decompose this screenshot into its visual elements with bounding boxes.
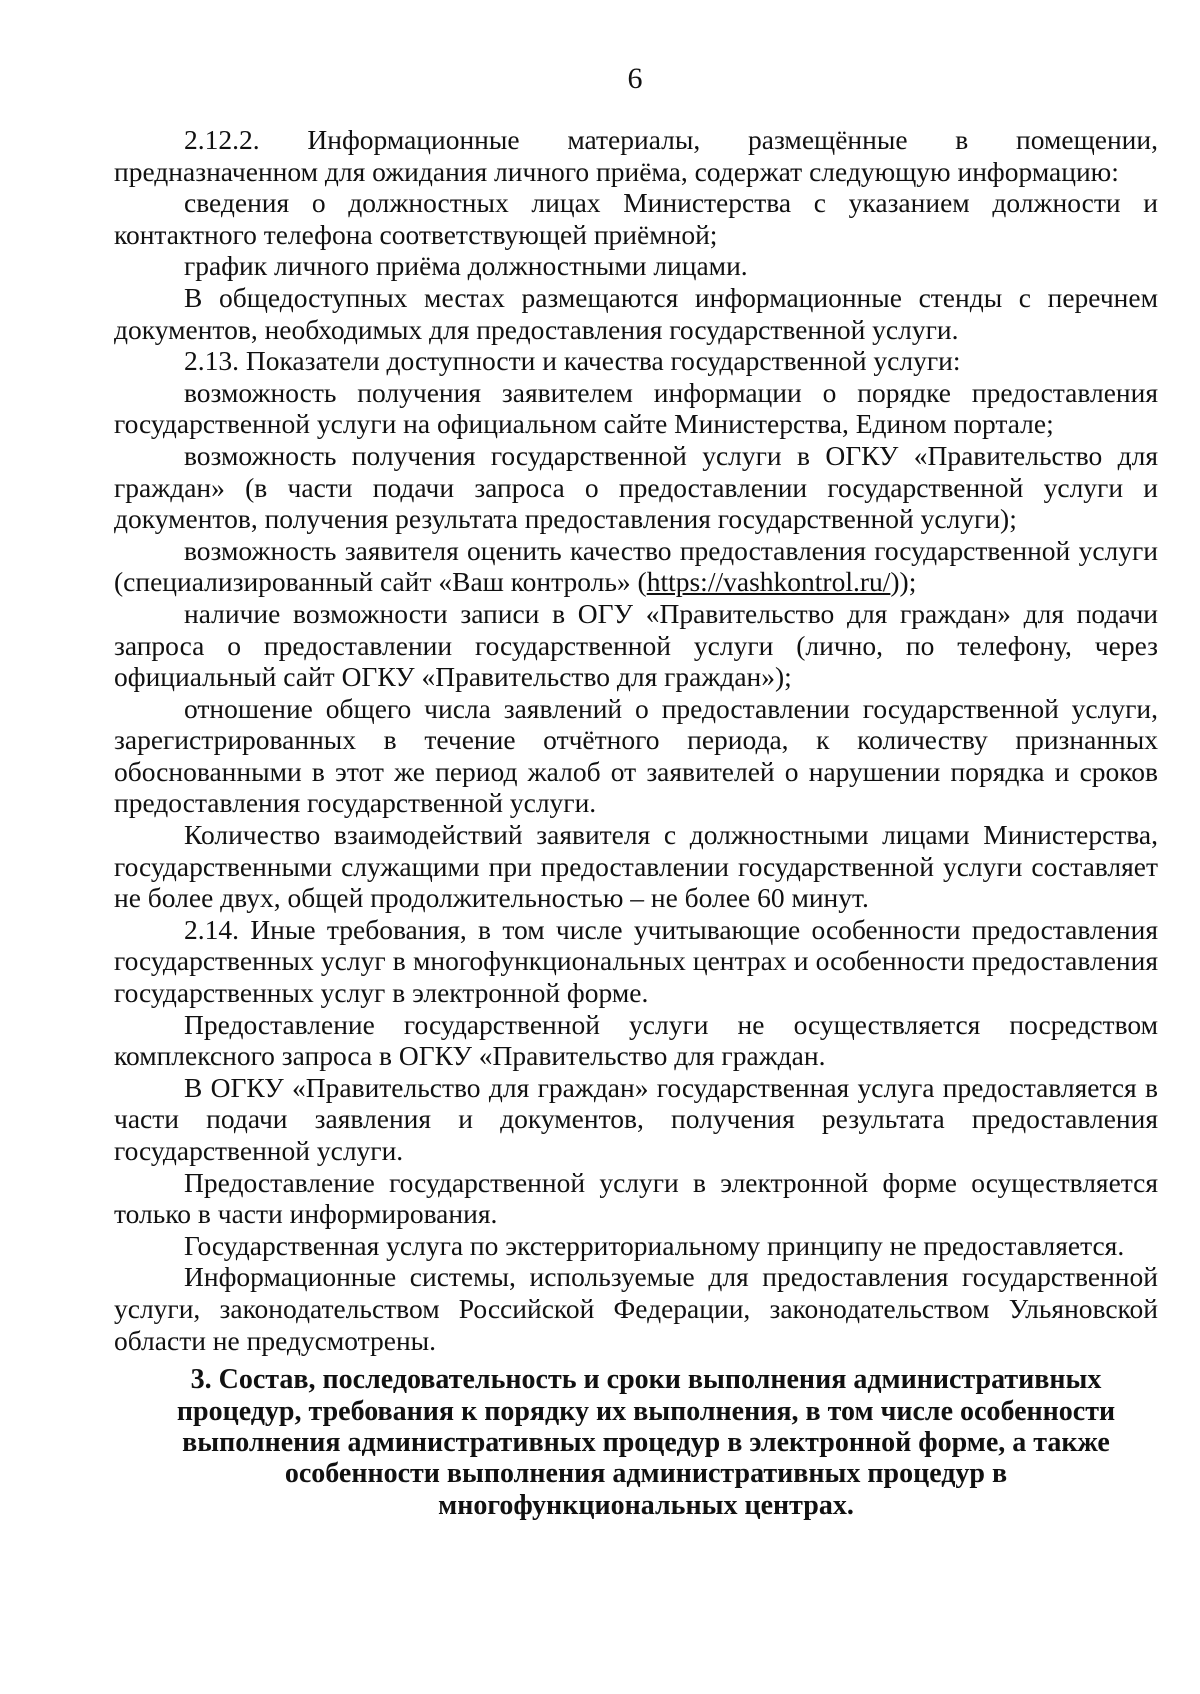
vashkontrol-link[interactable]: https://vashkontrol.ru/	[646, 566, 891, 598]
paragraph-extraterritorial: Государственная услуга по экстерриториальному принципу не предоставляется.	[184, 1229, 1125, 1261]
section-3-heading: 3. Состав, последовательность и сроки выполнения административных процедур, требования к порядку их выполнения, в том числе особенности выполнения административных процедур в электронной форме, а также особенности выполнения административных процедур в многофункциональных центрах.	[176, 1364, 1116, 1521]
paragraph-information-systems: Информационные системы, используемые для предоставления государственной услуги, законодательством Российской Федерации, законодательством Ульяновской области не предусмотрены.	[114, 1261, 1158, 1356]
paragraph-2-12-2: 2.12.2. Информационные материалы, размещённые в помещении, предназначенном для ожидания личного приёма, содержат следующую информацию:	[114, 124, 1158, 187]
quality-text-before: возможность заявителя оценить качество предоставления государственной услуги (специализированный сайт «Ваш контроль» (	[114, 534, 1158, 598]
paragraph-interactions: Количество взаимодействий заявителя с должностными лицами Министерства, государственными служащими при предоставлении государственной услуги составляет не более двух, общей продолжительностью – не более 60 минут.	[114, 819, 1158, 914]
paragraph-electronic-form: Предоставление государственной услуги в электронной форме осуществляется только в части информирования.	[114, 1166, 1158, 1230]
paragraph-ogku-service: возможность получения государственной услуги в ОГКУ «Правительство для граждан» (в части подачи запроса о предоставлении государственной услуги и документов, получения результата предоставления государственной услуги);	[114, 439, 1158, 535]
paragraph-complex-request: Предоставление государственной услуги не осуществляется посредством комплексного запроса в ОГКУ «Правительство для граждан.	[114, 1008, 1158, 1072]
paragraph-info-availability: возможность получения заявителем информации о порядке предоставления государственной услуги на официальном сайте Министерства, Едином портале;	[114, 376, 1158, 440]
paragraph-officials-info: сведения о должностных лицах Министерства с указанием должности и контактного телефона соответствующей приёмной;	[114, 187, 1158, 250]
quality-text-after: ));	[890, 566, 917, 598]
page-number: 6	[627, 62, 643, 95]
paragraph-info-stands: В общедоступных местах размещаются информационные стенды с перечнем документов, необходимых для предоставления государственной услуги.	[114, 281, 1158, 345]
paragraph-quality-evaluation	[114, 535, 1158, 598]
paragraph-complaints-ratio: отношение общего числа заявлений о предоставлении государственной услуги, зарегистрированных в течение отчётного периода, к количеству признанных обоснованными в этот же период жалоб от заявителей о нарушении порядка и сроков предоставления государственной услуги.	[114, 692, 1158, 819]
paragraph-appointment: наличие возможности записи в ОГУ «Правительство для граждан» для подачи запроса о предоставлении государственной услуги (лично, по телефону, через официальный сайт ОГКУ «Правительство для граждан»);	[114, 597, 1158, 693]
paragraph-reception-schedule: график личного приёма должностными лицами.	[184, 250, 748, 282]
paragraph-ogku-provision: В ОГКУ «Правительство для граждан» государственная услуга предоставляется в части подачи заявления и документов, получения результата предоставления государственной услуги.	[114, 1071, 1158, 1166]
document-body	[114, 124, 1158, 1521]
paragraph-2-13: 2.13. Показатели доступности и качества государственной услуги:	[184, 345, 961, 377]
paragraph-2-14: 2.14. Иные требования, в том числе учитывающие особенности предоставления государственных услуг в многофункциональных центрах и особенности предоставления государственных услуг в электронной форме.	[114, 913, 1158, 1009]
